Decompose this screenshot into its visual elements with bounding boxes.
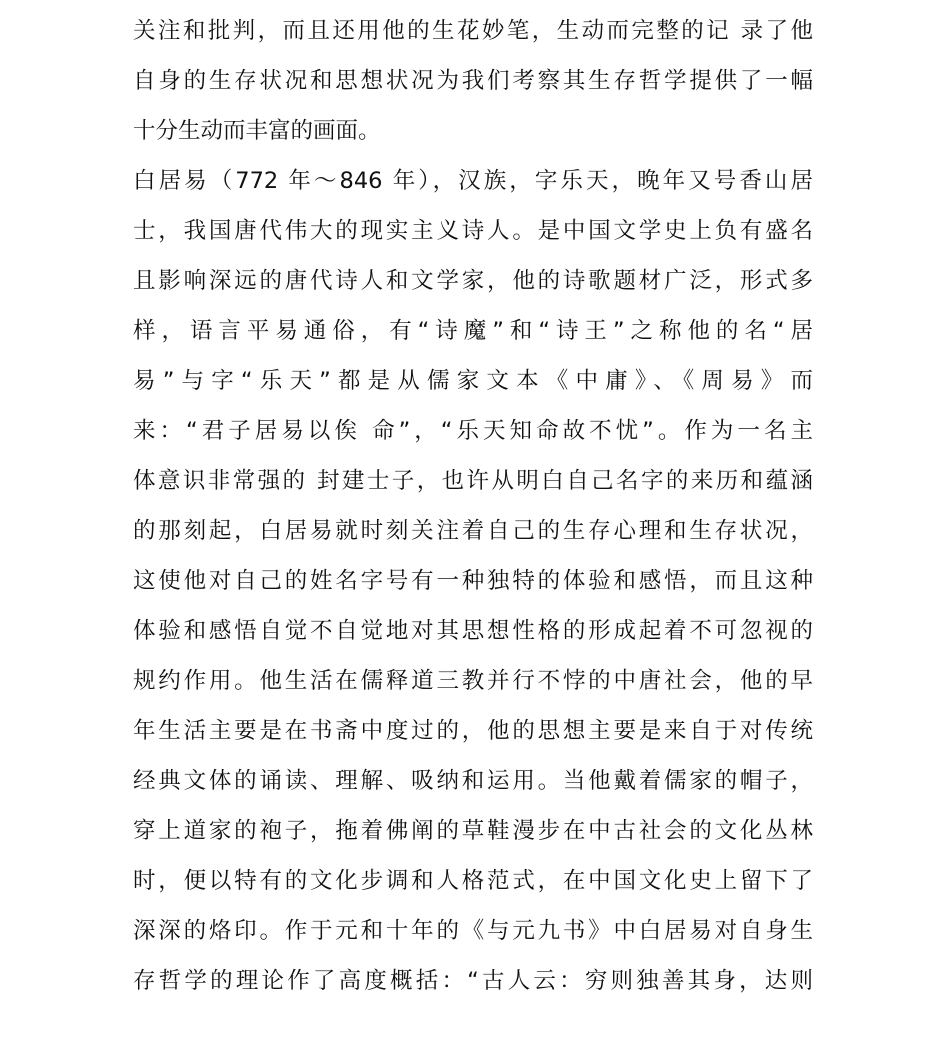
text-line-7: 样，语言平易通俗，有“诗魔”和“诗王”之称他的名“居	[133, 318, 813, 344]
text-line-5: 士，我国唐代伟大的现实主义诗人。是中国文学史上负有盛名	[133, 218, 813, 244]
text-line-2: 自身的生存状况和思想状况为我们考察其生存哲学提供了一幅	[133, 68, 813, 94]
text-line-12: 这使他对自己的姓名字号有一种独特的体验和感悟，而且这种	[133, 568, 813, 594]
text-line-10: 体意识非常强的 封建士子，也许从明白自己名字的来历和蕴涵	[133, 468, 813, 494]
text-line-11: 的那刻起，白居易就时刻关注着自己的生存心理和生存状况，	[133, 518, 813, 544]
text-line-1: 关注和批判，而且还用他的生花妙笔，生动而完整的记 录了他	[133, 18, 813, 44]
text-line-15: 年生活主要是在书斋中度过的，他的思想主要是来自于对传统	[133, 718, 813, 744]
body-text	[133, 6, 813, 1006]
text-line-8: 易”与字“乐天”都是从儒家文本《中庸》、《周易》而	[133, 368, 813, 394]
text-line-4: 白居易（772 年〜846 年），汉族，字乐天，晚年又号香山居	[133, 168, 813, 194]
text-line-3: 十分生动而丰富的画面。	[133, 118, 381, 144]
text-line-19: 深深的烙印。作于元和十年的《与元九书》中白居易对自身生	[133, 918, 813, 944]
text-line-9: 来：“君子居易以俟 命”，“乐天知命故不忧”。作为一名主	[133, 418, 813, 444]
text-line-6: 且影响深远的唐代诗人和文学家，他的诗歌题材广泛，形式多	[133, 268, 813, 294]
text-line-16: 经典文体的诵读、理解、吸纳和运用。当他戴着儒家的帽子，	[133, 768, 813, 794]
text-line-14: 规约作用。他生活在儒释道三教并行不悖的中唐社会，他的早	[133, 668, 813, 694]
text-line-20: 存哲学的理论作了高度概括：“古人云：穷则独善其身，达则	[133, 968, 813, 994]
text-line-17: 穿上道家的袍子，拖着佛阐的草鞋漫步在中古社会的文化丛林	[133, 818, 813, 844]
text-line-18: 时，便以特有的文化步调和人格范式，在中国文化史上留下了	[133, 868, 813, 894]
text-line-13: 体验和感悟自觉不自觉地对其思想性格的形成起着不可忽视的	[133, 618, 813, 644]
